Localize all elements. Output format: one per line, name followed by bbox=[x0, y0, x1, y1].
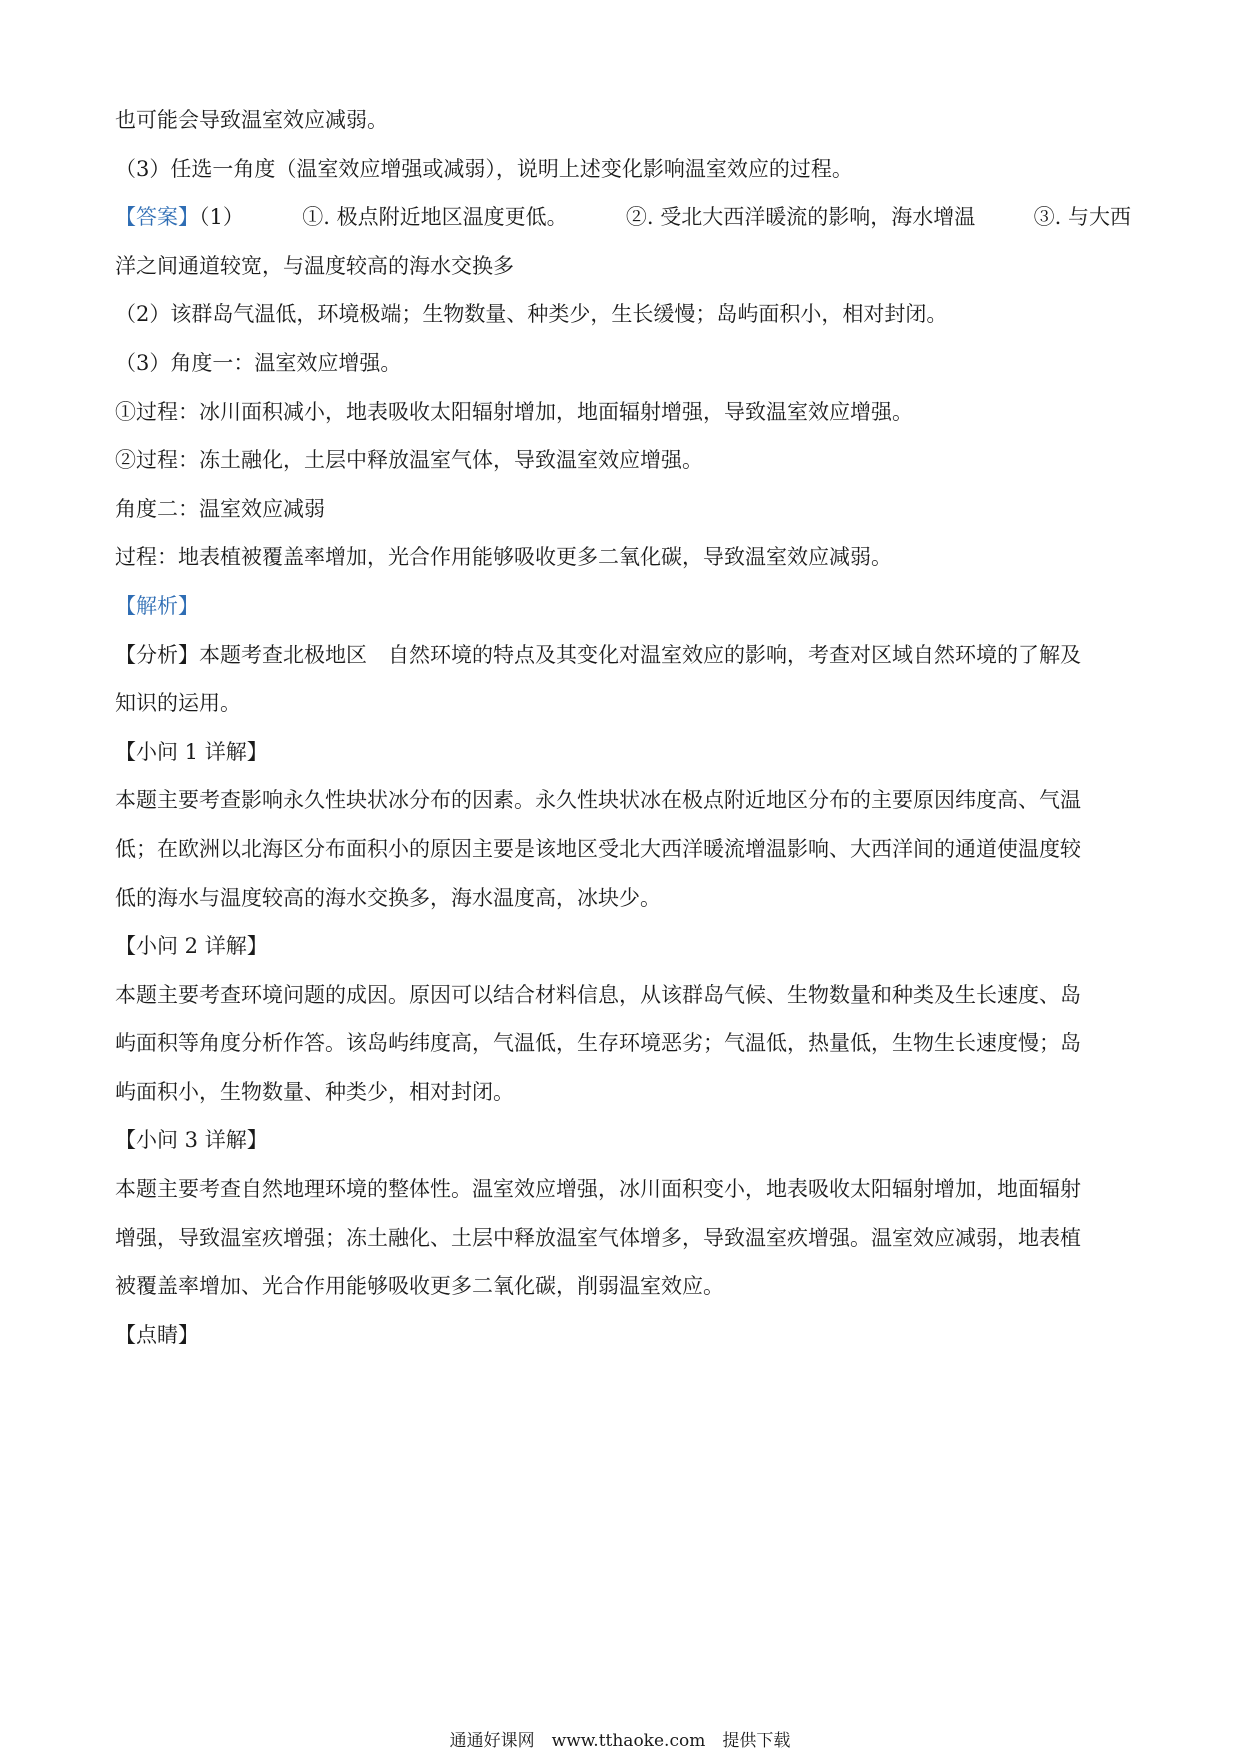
answer-head bbox=[115, 193, 244, 242]
page-footer: 通通好课网 www.tthaoke.com 提供下载 bbox=[449, 1731, 791, 1751]
text-line: 低；在欧洲以北海区分布面积小的原因主要是该地区受北大西洋暖流增温影响、大西洋间的通道使温度较 bbox=[115, 836, 1081, 861]
text-line: 本题主要考查自然地理环境的整体性。温室效应增强，冰川面积变小，地表吸收太阳辐射增加，地面辐射 bbox=[115, 1177, 1081, 1202]
question-3: （3）任选一角度（温室效应增强或减弱），说明上述变化影响温室效应的过程。 bbox=[115, 156, 853, 181]
section-heading: 【小问 3 详解】 bbox=[115, 1128, 268, 1153]
answer-point-2: ②. 受北大西洋暖流的影响，海水增温 bbox=[625, 205, 976, 230]
text-line: 屿面积小，生物数量、种类少，相对封闭。 bbox=[115, 1079, 514, 1104]
text-line: 本题主要考查环境问题的成因。原因可以结合材料信息，从该群岛气候、生物数量和种类及生长速度、岛 bbox=[115, 982, 1081, 1007]
text-line: 增强，导致温室疚增强；冻土融化、土层中释放温室气体增多，导致温室疚增强。温室效应减弱，地表植 bbox=[115, 1225, 1081, 1250]
answer-2: （2）该群岛气温低，环境极端；生物数量、种类少，生长缓慢；岛屿面积小，相对封闭。 bbox=[115, 302, 948, 327]
document-body bbox=[115, 96, 1131, 1359]
text-line: 本题主要考查影响永久性块状冰分布的因素。永久性块状冰在极点附近地区分布的主要原因纬度高、气温 bbox=[115, 788, 1081, 813]
section-heading: 【小问 1 详解】 bbox=[115, 739, 268, 764]
text-line: 过程：地表植被覆盖率增加，光合作用能够吸收更多二氧化碳，导致温室效应减弱。 bbox=[115, 545, 892, 570]
section-heading: 【点睛】 bbox=[115, 1322, 199, 1347]
answer-3: （3）角度一：温室效应增强。 bbox=[115, 350, 402, 375]
section-heading: 【小问 2 详解】 bbox=[115, 934, 268, 959]
text-line: 屿面积等角度分析作答。该岛屿纬度高，气温低，生存环境恶劣；气温低，热量低，生物生长速度慢；岛 bbox=[115, 1031, 1081, 1056]
answer-q1: （1） bbox=[199, 205, 244, 230]
text-line: 【分析】本题考查北极地区 自然环境的特点及其变化对温室效应的影响，考查对区域自然环境的了解及 bbox=[115, 642, 1081, 667]
answer-point-1: ①. 极点附近地区温度更低。 bbox=[302, 205, 568, 230]
text-line: 也可能会导致温室效应减弱。 bbox=[115, 108, 388, 132]
text-line: 被覆盖率增加、光合作用能够吸收更多二氧化碳，削弱温室效应。 bbox=[115, 1274, 724, 1299]
text-line: 洋之间通道较宽，与温度较高的海水交换多 bbox=[115, 253, 514, 278]
answer-tag: 【答案】 bbox=[115, 205, 199, 230]
text-line: ②过程：冻土融化，土层中释放温室气体，导致温室效应增强。 bbox=[115, 448, 703, 473]
text-line: 低的海水与温度较高的海水交换多，海水温度高，冰块少。 bbox=[115, 885, 661, 910]
text-line: ①过程：冰川面积减小，地表吸收太阳辐射增加，地面辐射增强，导致温室效应增强。 bbox=[115, 399, 913, 424]
text-line: 角度二：温室效应减弱 bbox=[115, 496, 325, 521]
answer-row bbox=[115, 193, 1131, 242]
analysis-tag: 【解析】 bbox=[115, 593, 199, 618]
answer-point-3: ③. 与大西 bbox=[1033, 205, 1131, 230]
text-line: 知识的运用。 bbox=[115, 691, 241, 716]
